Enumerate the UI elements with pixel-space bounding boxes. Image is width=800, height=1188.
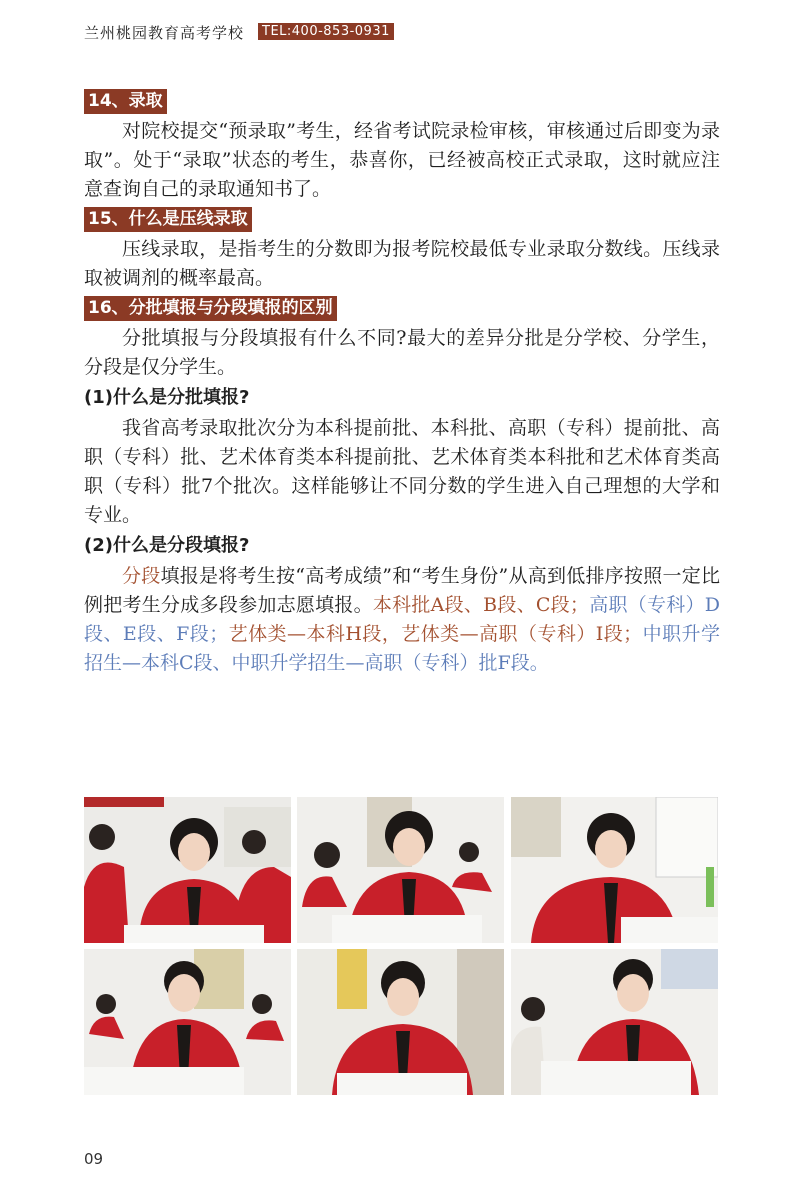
section-15-text: 压线录取，是指考生的分数即为报考院校最低专业录取分数线。压线录取被调剂的概率最高。 <box>84 238 720 289</box>
section-title-15: 15、什么是压线录取 <box>84 207 252 232</box>
answer-segment <box>84 562 720 678</box>
question-batch: (1)什么是分批填报? <box>84 387 250 408</box>
photo-girl-classroom-2 <box>297 797 504 943</box>
photo-girl-classroom-1 <box>84 797 291 943</box>
segment-undergrad: 本科批A段、B段、C段； <box>372 594 589 616</box>
section-16-intro: 分批填报与分段填报有什么不同?最大的差异分批是分学校、分学生，分段是仅分学生。 <box>84 327 720 378</box>
photo-boy-classroom-1 <box>84 949 291 1095</box>
section-title-14: 14、录取 <box>84 89 167 114</box>
phone-badge: TEL:400-853-0931 <box>258 23 394 40</box>
page-number: 09 <box>84 1150 104 1168</box>
answer-batch: 我省高考录取批次分为本科提前批、本科批、高职（专科）提前批、高职（专科）批、艺术体育类本科提前批、艺术体育类本科批和艺术体育类高职（专科）批7个批次。这样能够让不同分数的学生进入自己理想的大学和专业。 <box>84 417 720 526</box>
photo-girl-classroom-3 <box>511 797 718 943</box>
segment-secondary-vocational: 中职升学招生—本科C段、中职升学招生—高职（专科）批F段。 <box>84 623 720 674</box>
school-name: 兰州桃园教育高考学校 <box>84 24 245 42</box>
answer-segment-lead: 分段 <box>122 565 161 587</box>
segment-vocational: 高职（专科）D段、E段、F段； <box>84 594 720 645</box>
photo-boy-classroom-3 <box>511 949 718 1095</box>
photo-boy-classroom-2 <box>297 949 504 1095</box>
question-segment: (2)什么是分段填报? <box>84 535 250 556</box>
photo-grid <box>84 797 718 1095</box>
article-body <box>84 86 720 678</box>
section-title-16: 16、分批填报与分段填报的区别 <box>84 296 337 321</box>
section-14-text: 对院校提交“预录取”考生，经省考试院录检审核，审核通过后即变为录取”。处于“录取”状态的考生，恭喜你，已经被高校正式录取，这时就应注意查询自己的录取通知书了。 <box>84 120 720 200</box>
answer-segment-main: 填报是将考生按“高考成绩”和“考生身份”从高到低排序按照一定比例把考生分成多段参加志愿填报。 <box>84 565 720 616</box>
segment-arts: 艺体类—本科H段，艺体类—高职（专科）I段； <box>228 623 643 645</box>
